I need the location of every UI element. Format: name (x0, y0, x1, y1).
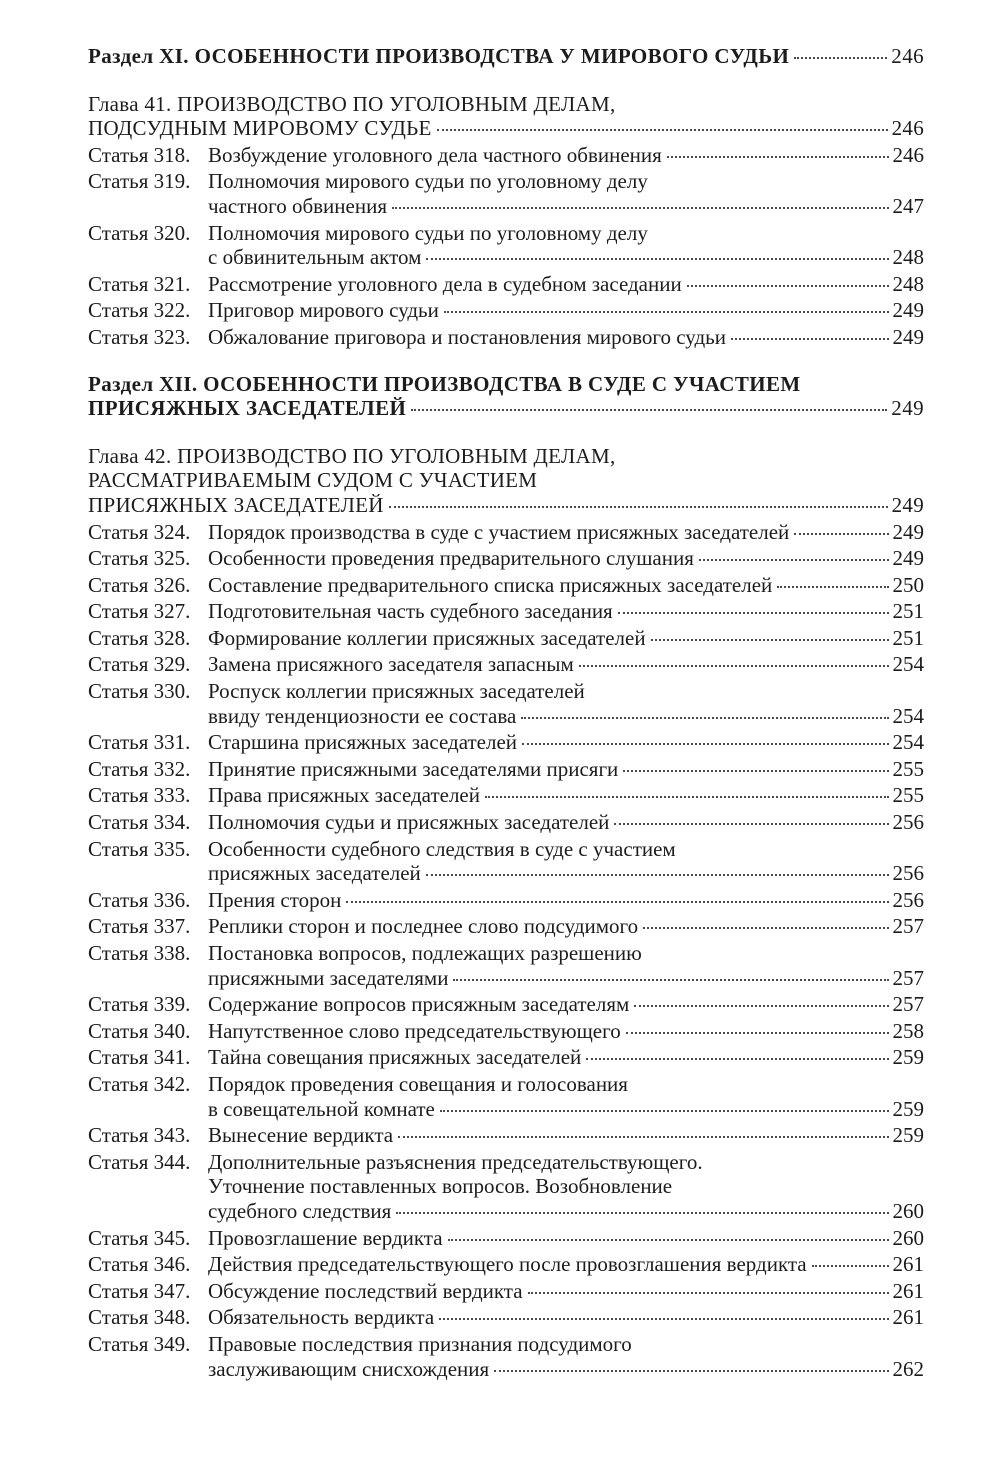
dot-leader (687, 285, 889, 287)
article-title (208, 298, 924, 323)
page-number: 254 (892, 703, 924, 728)
article-title-last-line (208, 1252, 924, 1277)
table-of-contents (88, 44, 924, 1383)
article-number: Статья 318. (88, 142, 191, 167)
dot-leader (626, 1032, 889, 1034)
page-number: 255 (892, 756, 924, 781)
page-number: 247 (892, 193, 924, 218)
article-title-last-line (208, 810, 924, 835)
page-number: 249 (891, 492, 924, 517)
dot-leader (794, 57, 887, 59)
page-number: 246 (891, 116, 924, 141)
article-title-line: присяжными заседателями (208, 965, 449, 990)
dot-leader (411, 409, 887, 411)
dot-leader (528, 1292, 889, 1294)
article-number: Статья 328. (88, 625, 191, 650)
article-title-line: Особенности проведения предварительного слушания (208, 546, 694, 571)
article-number: Статья 332. (88, 756, 191, 781)
article-title-line: Замена присяжного заседателя запасным (208, 652, 574, 677)
page-number: 246 (892, 142, 924, 167)
article-title-line: в совещательной комнате (208, 1096, 435, 1121)
article-title (208, 272, 924, 297)
article-title-last-line (208, 1123, 924, 1148)
article-number: Статья 345. (88, 1225, 191, 1250)
dot-leader (579, 665, 889, 667)
article-number: Статья 323. (88, 324, 191, 349)
chapter-title-line: РАССМАТРИВАЕМЫМ СУДОМ С УЧАСТИЕМ (88, 468, 538, 493)
dot-leader (731, 338, 889, 340)
page-number: 256 (892, 861, 924, 886)
page-number: 256 (892, 810, 924, 835)
dot-leader (623, 770, 888, 772)
article-title-last-line (208, 914, 924, 939)
toc-entry[interactable] (88, 1019, 924, 1044)
article-title-line: Содержание вопросов присяжным заседателям (208, 992, 630, 1017)
dot-leader (586, 1058, 888, 1060)
toc-entry[interactable] (88, 1252, 924, 1277)
article-title (208, 1019, 924, 1044)
article-number: Статья 330. (88, 679, 191, 704)
article-title (208, 1305, 924, 1330)
toc-entry[interactable] (88, 652, 924, 677)
page-number: 249 (892, 298, 924, 323)
article-title (208, 810, 924, 835)
toc-entry[interactable] (88, 757, 924, 782)
article-title (208, 757, 924, 782)
article-number: Статья 340. (88, 1018, 191, 1043)
article-title (208, 837, 924, 886)
page-number: 259 (892, 1123, 924, 1148)
dot-leader (522, 743, 888, 745)
article-title (208, 1332, 924, 1381)
article-title-last-line (208, 652, 924, 677)
article-title (208, 325, 924, 350)
dot-leader (651, 639, 889, 641)
article-title (208, 599, 924, 624)
article-number: Статья 324. (88, 519, 191, 544)
article-title-line: Формирование коллегии присяжных заседателей (208, 625, 646, 650)
article-title (208, 1072, 924, 1121)
article-title (208, 1150, 924, 1224)
article-title-last-line (208, 704, 924, 729)
article-title-line: Правовые последствия признания подсудимого (208, 1331, 632, 1356)
article-title-line: Провозглашение вердикта (208, 1225, 443, 1250)
toc-entry[interactable] (88, 626, 924, 651)
page-number: 259 (892, 1045, 924, 1070)
page-number: 246 (891, 44, 924, 68)
article-title-last-line (208, 992, 924, 1017)
article-title-line: судебного следствия (208, 1198, 392, 1223)
toc-entry[interactable] (88, 573, 924, 598)
toc-entry[interactable] (88, 546, 924, 571)
article-title-line: Приговор мирового судьи (208, 298, 439, 323)
article-title-last-line (208, 573, 924, 598)
dot-leader (448, 1239, 889, 1241)
toc-entry[interactable] (88, 783, 924, 808)
toc-entry[interactable] (88, 169, 924, 218)
article-title (208, 221, 924, 270)
page-number: 249 (892, 546, 924, 571)
dot-leader (618, 612, 889, 614)
section-title (88, 372, 924, 421)
toc-entry[interactable] (88, 1123, 924, 1148)
article-title-last-line (208, 730, 924, 755)
chapter-title-line: Глава 42. ПРОИЗВОДСТВО ПО УГОЛОВНЫМ ДЕЛАМ, (88, 443, 616, 468)
page-number: 258 (892, 1018, 924, 1043)
chapter-title (88, 444, 924, 518)
toc-entry[interactable] (88, 221, 924, 270)
page-number: 257 (892, 992, 924, 1017)
article-title-last-line (208, 1199, 924, 1224)
dot-leader (426, 874, 889, 876)
article-number: Статья 326. (88, 572, 191, 597)
toc-entry[interactable] (88, 1332, 924, 1381)
toc-entry[interactable] (88, 143, 924, 168)
article-title (208, 914, 924, 939)
toc-entry[interactable] (88, 1305, 924, 1330)
page-number: 251 (892, 625, 924, 650)
article-title-last-line (208, 966, 924, 991)
article-title (208, 1045, 924, 1070)
page-number: 249 (892, 324, 924, 349)
article-title-last-line (208, 194, 924, 219)
article-title-last-line (208, 1357, 924, 1382)
page-number: 256 (892, 887, 924, 912)
dot-leader (494, 1370, 888, 1372)
spacer (88, 352, 924, 372)
page-number: 261 (892, 1252, 924, 1277)
page-number: 248 (892, 245, 924, 270)
article-number: Статья 322. (88, 298, 191, 323)
article-title-line: с обвинительным актом (208, 245, 422, 270)
spacer (88, 71, 924, 92)
chapter-title (88, 92, 924, 141)
article-number: Статья 342. (88, 1071, 191, 1096)
toc-entry[interactable] (88, 1045, 924, 1070)
section-title-line: ПРИСЯЖНЫХ ЗАСЕДАТЕЛЕЙ (88, 396, 407, 421)
page-number: 262 (892, 1356, 924, 1381)
article-number: Статья 338. (88, 941, 191, 965)
article-title-last-line (208, 325, 924, 350)
article-number: Статья 321. (88, 271, 191, 296)
article-number: Статья 331. (88, 730, 191, 755)
toc-entry[interactable] (88, 298, 924, 323)
article-title-last-line (208, 546, 924, 571)
article-title-last-line (208, 861, 924, 886)
article-title-last-line (208, 1279, 924, 1304)
article-title (208, 626, 924, 651)
chapter-title-line: ПОДСУДНЫМ МИРОВОМУ СУДЬЕ (88, 116, 432, 141)
article-title-last-line (208, 1097, 924, 1122)
toc-entry[interactable] (88, 730, 924, 755)
article-title-last-line (208, 298, 924, 323)
section-title-last-line (88, 44, 924, 69)
article-title-line: Права присяжных заседателей (208, 783, 480, 808)
article-title-line: Прения сторон (208, 887, 342, 912)
page-number: 251 (892, 599, 924, 624)
dot-leader (634, 1005, 888, 1007)
article-number: Статья 349. (88, 1331, 191, 1356)
article-number: Статья 339. (88, 992, 191, 1017)
article-title-last-line (208, 1226, 924, 1251)
article-title (208, 1252, 924, 1277)
article-title-last-line (208, 245, 924, 270)
article-title-last-line (208, 1305, 924, 1330)
dot-leader (485, 796, 889, 798)
article-title-last-line (208, 757, 924, 782)
article-title (208, 1279, 924, 1304)
dot-leader (396, 1212, 888, 1214)
article-title-line: Порядок проведения совещания и голосования (208, 1071, 628, 1096)
toc-entry[interactable] (88, 837, 924, 886)
article-number: Статья 346. (88, 1252, 191, 1277)
article-title-line: присяжных заседателей (208, 861, 421, 886)
article-title (208, 679, 924, 728)
article-number: Статья 348. (88, 1305, 191, 1330)
article-title-last-line (208, 520, 924, 545)
dot-leader (398, 1136, 888, 1138)
article-title (208, 520, 924, 545)
chapter-title-line: ПРИСЯЖНЫХ ЗАСЕДАТЕЛЕЙ (88, 492, 384, 517)
article-title (208, 143, 924, 168)
toc-entry[interactable] (88, 914, 924, 939)
article-number: Статья 325. (88, 546, 191, 571)
article-title-line: Вынесение вердикта (208, 1123, 394, 1148)
article-title-last-line (208, 888, 924, 913)
chapter-title-last-line (88, 493, 924, 518)
article-number: Статья 327. (88, 599, 191, 624)
spacer (88, 423, 924, 444)
article-title-last-line (208, 1019, 924, 1044)
article-title-line: Действия председательствующего после провозглашения вердикта (208, 1252, 807, 1277)
article-title-line: Составление предварительного списка присяжных заседателей (208, 572, 773, 597)
toc-entry[interactable] (88, 992, 924, 1017)
section-title-line: Раздел XII. ОСОБЕННОСТИ ПРОИЗВОДСТВА В СУДЕ С УЧАСТИЕМ (88, 371, 801, 396)
dot-leader (392, 207, 889, 209)
article-number: Статья 320. (88, 220, 191, 245)
page-number: 260 (892, 1225, 924, 1250)
article-title-last-line (208, 783, 924, 808)
article-title-line: Полномочия судьи и присяжных заседателей (208, 810, 610, 835)
page-number: 254 (892, 730, 924, 755)
toc-entry[interactable] (88, 810, 924, 835)
article-title-line: Полномочия мирового судьи по уголовному делу (208, 169, 648, 194)
toc-entry[interactable] (88, 941, 924, 990)
page-number: 260 (892, 1198, 924, 1223)
chapter-heading[interactable] (88, 444, 924, 518)
article-title-line: Обжалование приговора и постановления мирового судьи (208, 324, 726, 349)
article-title-line: Постановка вопросов, подлежащих разрешению (208, 941, 642, 965)
article-title (208, 1226, 924, 1251)
article-title-last-line (208, 1045, 924, 1070)
toc-entry[interactable] (88, 1226, 924, 1251)
chapter-title-last-line (88, 116, 924, 141)
article-title-line: Тайна совещания присяжных заседателей (208, 1045, 582, 1070)
toc-entry[interactable] (88, 1072, 924, 1121)
article-title (208, 783, 924, 808)
article-title-line: Особенности судебного следствия в суде с участием (208, 836, 676, 861)
page-number: 261 (892, 1278, 924, 1303)
article-title (208, 1123, 924, 1148)
article-title (208, 730, 924, 755)
article-title-line: Реплики сторон и последнее слово подсудимого (208, 914, 639, 939)
toc-entry[interactable] (88, 599, 924, 624)
article-number: Статья 333. (88, 783, 191, 808)
page-number: 259 (892, 1096, 924, 1121)
article-title-line: Порядок производства в суде с участием присяжных заседателей (208, 519, 790, 544)
article-title-line: частного обвинения (208, 193, 387, 218)
article-number: Статья 344. (88, 1149, 191, 1174)
dot-leader (699, 559, 889, 561)
chapter-title-line: Глава 41. ПРОИЗВОДСТВО ПО УГОЛОВНЫМ ДЕЛАМ, (88, 91, 616, 116)
dot-leader (444, 311, 889, 313)
article-title (208, 992, 924, 1017)
dot-leader (389, 506, 888, 508)
article-title (208, 573, 924, 598)
article-title-line: Дополнительные разъяснения председательствующего. (208, 1149, 703, 1174)
article-title-last-line (208, 599, 924, 624)
chapter-heading[interactable] (88, 92, 924, 141)
section-title-line: Раздел XI. ОСОБЕННОСТИ ПРОИЗВОДСТВА У МИРОВОГО СУДЬИ (88, 44, 790, 68)
page-number: 248 (892, 271, 924, 296)
dot-leader (440, 1110, 889, 1112)
article-title-line: Подготовительная часть судебного заседания (208, 599, 613, 624)
page-number: 257 (892, 914, 924, 939)
page-number: 249 (892, 519, 924, 544)
toc-entry[interactable] (88, 1279, 924, 1304)
dot-leader (346, 901, 888, 903)
section-title (88, 44, 924, 69)
article-title-line: Старшина присяжных заседателей (208, 730, 518, 755)
page-number: 250 (892, 572, 924, 597)
toc-entry[interactable] (88, 325, 924, 350)
toc-entry[interactable] (88, 520, 924, 545)
page-number: 249 (891, 396, 924, 421)
article-title (208, 888, 924, 913)
article-title-line: Возбуждение уголовного дела частного обвинения (208, 142, 662, 167)
page-number: 255 (892, 783, 924, 808)
article-title (208, 652, 924, 677)
article-title-line: Принятие присяжными заседателями присяги (208, 756, 619, 781)
dot-leader (643, 927, 888, 929)
article-number: Статья 329. (88, 652, 191, 677)
article-number: Статья 341. (88, 1045, 191, 1070)
toc-entry[interactable] (88, 1150, 924, 1224)
article-title-line: Полномочия мирового судьи по уголовному делу (208, 220, 648, 245)
article-number: Статья 319. (88, 169, 191, 194)
article-title-last-line (208, 626, 924, 651)
article-title-line: Напутственное слово председательствующего (208, 1018, 621, 1043)
article-title (208, 546, 924, 571)
dot-leader (521, 717, 888, 719)
article-title-line: Обязательность вердикта (208, 1305, 435, 1330)
article-title-line: Уточнение поставленных вопросов. Возобновление (208, 1174, 673, 1199)
article-number: Статья 335. (88, 836, 191, 861)
page-number: 257 (892, 965, 924, 990)
dot-leader (812, 1265, 889, 1267)
dot-leader (439, 1318, 888, 1320)
article-title-line: Роспуск коллегии присяжных заседателей (208, 679, 585, 704)
toc-entry[interactable] (88, 272, 924, 297)
toc-entry[interactable] (88, 679, 924, 728)
article-number: Статья 347. (88, 1278, 191, 1303)
article-title-last-line (208, 143, 924, 168)
page-number: 261 (892, 1305, 924, 1330)
article-title-line: Обсуждение последствий вердикта (208, 1278, 523, 1303)
article-number: Статья 336. (88, 887, 191, 912)
article-title-last-line (208, 272, 924, 297)
toc-entry[interactable] (88, 888, 924, 913)
page-number: 254 (892, 652, 924, 677)
article-number: Статья 334. (88, 810, 191, 835)
section-title-last-line (88, 396, 924, 421)
article-title (208, 169, 924, 218)
article-title (208, 941, 924, 990)
article-number: Статья 343. (88, 1123, 191, 1148)
dot-leader (667, 156, 889, 158)
section-heading[interactable] (88, 44, 924, 69)
article-title-line: ввиду тенденциозности ее состава (208, 703, 517, 728)
dot-leader (437, 129, 888, 131)
dot-leader (453, 979, 888, 981)
article-number: Статья 337. (88, 914, 191, 939)
dot-leader (426, 258, 888, 260)
article-title-line: Рассмотрение уголовного дела в судебном заседании (208, 271, 682, 296)
dot-leader (614, 823, 888, 825)
dot-leader (777, 586, 888, 588)
article-title-line: заслуживающим снисхождения (208, 1356, 490, 1381)
dot-leader (794, 533, 888, 535)
section-heading[interactable] (88, 372, 924, 421)
